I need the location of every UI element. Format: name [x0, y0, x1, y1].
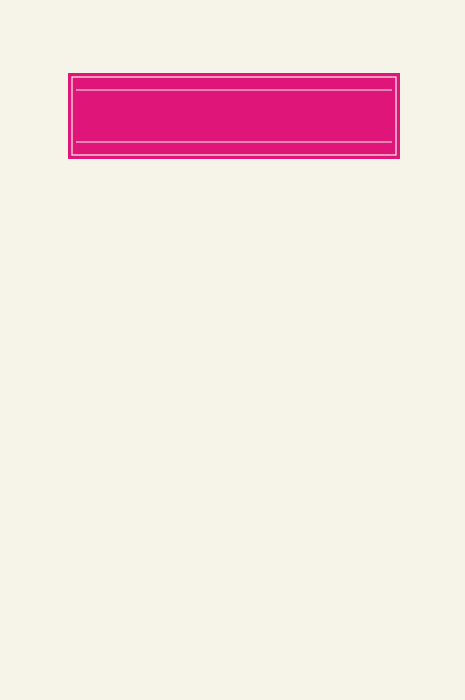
decorative-floral-border-icon: [68, 73, 400, 159]
